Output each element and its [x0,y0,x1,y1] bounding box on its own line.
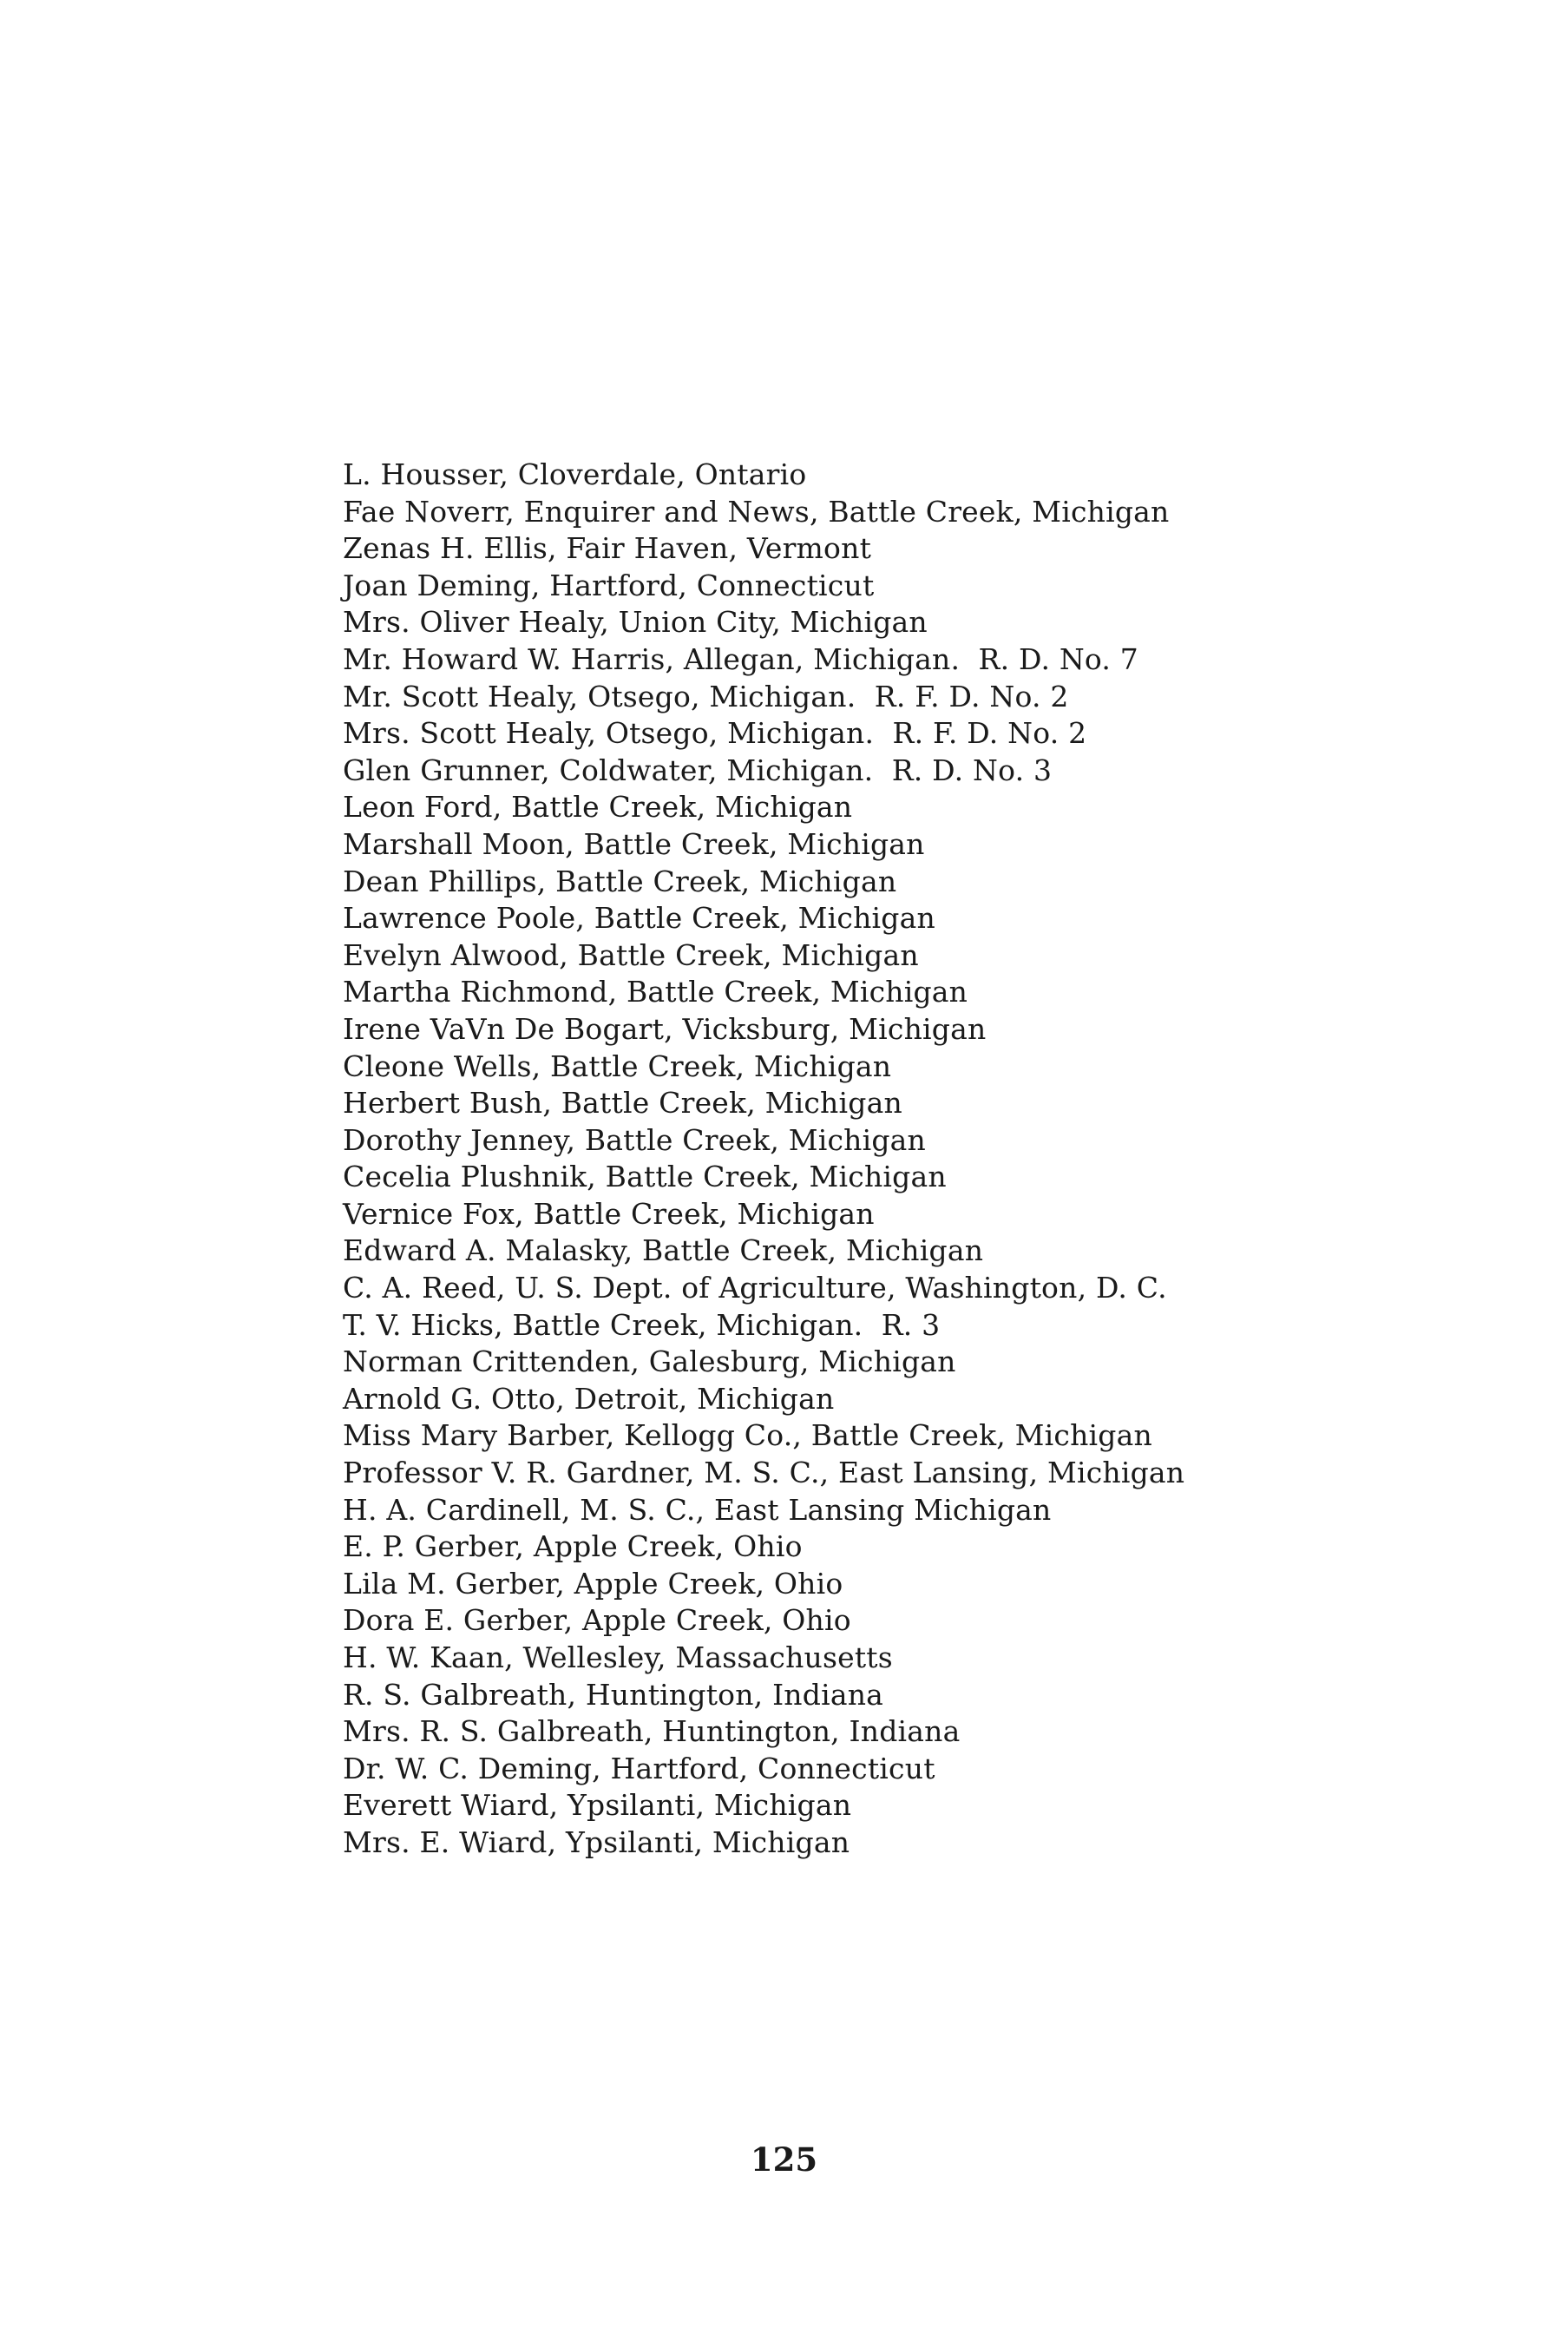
list-item: H. W. Kaan, Wellesley, Massachusetts [343,1640,893,1674]
attendee-list [343,457,1523,1862]
list-item: Cecelia Plushnik, Battle Creek, Michigan [343,1160,947,1194]
list-item: Martha Richmond, Battle Creek, Michigan [343,975,968,1009]
list-item: Evelyn Alwood, Battle Creek, Michigan [343,937,919,972]
list-item: Professor V. R. Gardner, M. S. C., East Lansing, Michigan [343,1456,1185,1490]
list-item: Norman Crittenden, Galesburg, Michigan [343,1344,956,1379]
list-item: Zenas H. Ellis, Fair Haven, Vermont [343,531,872,566]
list-item: Miss Mary Barber, Kellogg Co., Battle Creek, Michigan [343,1418,1152,1453]
list-item: R. S. Galbreath, Huntington, Indiana [343,1677,884,1712]
list-item: E. P. Gerber, Apple Creek, Ohio [343,1529,803,1564]
list-item: Everett Wiard, Ypsilanti, Michigan [343,1788,852,1823]
list-item: Glen Grunner, Coldwater, Michigan. R. D. No. 3 [343,753,1053,787]
list-item: Dr. W. C. Deming, Hartford, Connecticut [343,1751,935,1785]
list-item: Lawrence Poole, Battle Creek, Michigan [343,901,935,936]
list-item: Mrs. E. Wiard, Ypsilanti, Michigan [343,1824,850,1859]
list-item: C. A. Reed, U. S. Dept. of Agriculture, Washington, D. C. [343,1271,1167,1305]
list-item: Dean Phillips, Battle Creek, Michigan [343,864,897,898]
list-item: Marshall Moon, Battle Creek, Michigan [343,826,925,861]
list-item: Mrs. Scott Healy, Otsego, Michigan. R. F. D. No. 2 [343,716,1087,751]
list-item: Joan Deming, Hartford, Connecticut [343,568,875,602]
list-item: Mrs. R. S. Galbreath, Huntington, Indiana [343,1714,961,1749]
list-item: Lila M. Gerber, Apple Creek, Ohio [343,1566,843,1601]
list-item: Mrs. Oliver Healy, Union City, Michigan [343,605,928,640]
list-item: Arnold G. Otto, Detroit, Michigan [343,1381,835,1416]
page-number: 125 [750,2140,818,2179]
list-item: Irene VaVn De Bogart, Vicksburg, Michigan [343,1011,987,1046]
list-item: Vernice Fox, Battle Creek, Michigan [343,1196,875,1231]
list-item: Fae Noverr, Enquirer and News, Battle Creek, Michigan [343,494,1170,529]
list-item: Leon Ford, Battle Creek, Michigan [343,790,853,825]
list-item: Mr. Scott Healy, Otsego, Michigan. R. F. D. No. 2 [343,679,1069,713]
list-item: H. A. Cardinell, M. S. C., East Lansing Michigan [343,1492,1052,1527]
list-item: Herbert Bush, Battle Creek, Michigan [343,1086,902,1121]
list-item: T. V. Hicks, Battle Creek, Michigan. R. 3 [343,1307,941,1342]
list-item: Cleone Wells, Battle Creek, Michigan [343,1049,892,1083]
list-item: Mr. Howard W. Harris, Allegan, Michigan. R. D. No. 7 [343,641,1138,676]
list-item: L. Housser, Cloverdale, Ontario [343,457,807,491]
list-item: Dorothy Jenney, Battle Creek, Michigan [343,1122,927,1157]
list-item: Dora E. Gerber, Apple Creek, Ohio [343,1603,851,1638]
list-item: Edward A. Malasky, Battle Creek, Michigan [343,1233,984,1268]
